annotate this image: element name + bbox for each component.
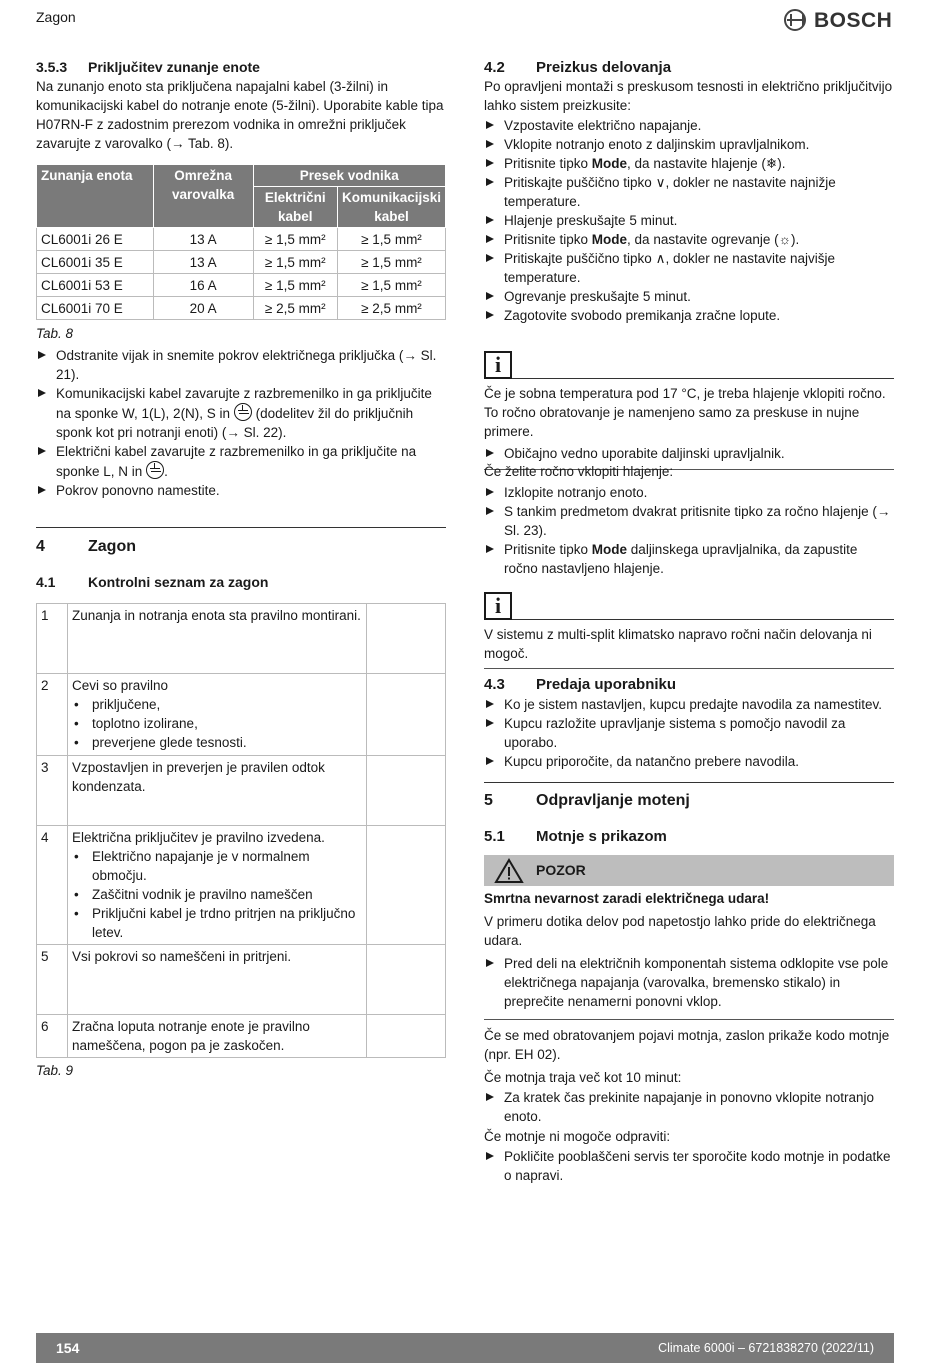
list-item: • Priključni kabel je trdno pritrjen na priključno letev.: [72, 904, 362, 942]
ground-symbol-icon: [234, 403, 252, 421]
check-cell: [367, 945, 446, 1015]
warning-block: [484, 855, 894, 1020]
cell-comm: ≥ 2,5 mm²: [337, 297, 445, 320]
section-title: Predaja uporabniku: [536, 676, 677, 693]
row-number: 2: [37, 674, 68, 756]
cell-fuse: 13 A: [153, 251, 253, 274]
cell-elec: ≥ 2,5 mm²: [253, 297, 337, 320]
list-item: • preverjene glede tesnosti.: [72, 733, 362, 752]
info-rule: [512, 378, 894, 379]
table-caption: Tab. 8: [36, 326, 74, 341]
list-item: Pred deli na električnih komponentah sistema odklopite vse pole električnega napajanja (varovalka, bremensko stikalo) in preprečite nenamerni ponovni vklop.: [484, 954, 894, 1011]
list-item: [36, 442, 446, 481]
section-heading: [484, 675, 894, 694]
col-header-fuse: Omrežna varovalka: [153, 165, 253, 228]
page-number: 154: [56, 1339, 80, 1356]
table-row: [37, 274, 446, 297]
warning-label: POZOR: [536, 862, 586, 878]
cell-unit: CL6001i 53 E: [37, 274, 154, 297]
step-text: Pritisnite tipko: [504, 232, 592, 247]
section-number: 4.2: [484, 59, 505, 76]
row-text: Zračna loputa notranje enote je pravilno nameščena, pogon pa je zaskočen.: [68, 1015, 367, 1058]
chapter-title: Zagon: [88, 538, 136, 555]
table-row: [37, 228, 446, 251]
bosch-logo: [784, 6, 892, 34]
step-text: Komunikacijski kabel zavarujte z razbremenilko in ga priključite na sponke W, 1(L), 2(N), S in: [56, 386, 432, 421]
chapter-heading: [484, 791, 894, 810]
step-text: Pritisnite tipko: [504, 156, 592, 171]
paragraph: Če želite ročno vklopiti hlajenje:: [484, 464, 674, 479]
warning-headline: Smrtna nevarnost zaradi električnega udara!: [484, 891, 770, 906]
list-item: Vzpostavite električno napajanje.: [484, 116, 894, 135]
cell-elec: ≥ 1,5 mm²: [253, 228, 337, 251]
row-content: [68, 674, 367, 756]
list-item: Kupcu razložite upravljanje sistema s pomočjo navodil za uporabo.: [484, 714, 894, 752]
cell-comm: ≥ 1,5 mm²: [337, 251, 445, 274]
table-8: [36, 164, 446, 343]
row-number: 6: [37, 1015, 68, 1058]
section-4-2: [484, 58, 894, 325]
check-cell: [367, 604, 446, 674]
info-box-2: [484, 592, 894, 669]
list-item: Zagotovite svobodo premikanja zračne lopute.: [484, 306, 894, 325]
running-header: Zagon: [36, 9, 76, 25]
row-text: Vzpostavljen in preverjen je pravilen odtok kondenzata.: [68, 756, 367, 826]
cell-unit: CL6001i 35 E: [37, 251, 154, 274]
step-text: , da nastavite hlajenje (❄).: [627, 156, 786, 171]
col-header-comm: Komunikacijski kabel: [337, 187, 445, 228]
page-footer: [36, 1333, 894, 1363]
chapter-heading: [36, 537, 446, 556]
list-item: Pokličite pooblaščeni servis ter sporočite kodo motnje in podatke o napravi.: [484, 1147, 894, 1185]
paragraph: Če motnje ni mogoče odpraviti:: [484, 1129, 671, 1144]
row-number: 1: [37, 604, 68, 674]
list-item: Hlajenje preskušajte 5 minut.: [484, 211, 894, 230]
list-item: Kupcu priporočite, da natančno prebere navodila.: [484, 752, 894, 771]
cell-comm: ≥ 1,5 mm²: [337, 228, 445, 251]
fault-handling: [484, 1026, 894, 1185]
section-number: 5.1: [484, 828, 505, 845]
row-text: Zunanja in notranja enota sta pravilno montirani.: [68, 604, 367, 674]
warning-triangle-icon: [494, 858, 524, 884]
manual-cooling: [484, 462, 894, 578]
col-header-elec: Električni kabel: [253, 187, 337, 228]
table-row: [37, 756, 446, 826]
list-item: S tankim predmetom dvakrat pritisnite tipko za ročno hlajenje (→ Sl. 23).: [484, 502, 894, 540]
section-heading: [36, 58, 446, 77]
cell-unit: CL6001i 26 E: [37, 228, 154, 251]
list-item: Odstranite vijak in snemite pokrov električnega priključka (→ Sl. 21).: [36, 346, 446, 384]
row-number: 4: [37, 826, 68, 945]
row-content: [68, 826, 367, 945]
section-title: Preizkus delovanja: [536, 59, 672, 76]
list-item: • Zaščitni vodnik je pravilno nameščen: [72, 885, 362, 904]
list-item: Pritiskajte puščično tipko ∨, dokler ne nastavite najnižje temperature.: [484, 173, 894, 211]
check-cell: [367, 674, 446, 756]
table-row: [37, 945, 446, 1015]
col-header-cross-section: Presek vodnika: [253, 165, 445, 187]
cell-fuse: 13 A: [153, 228, 253, 251]
section-3-5-3: [36, 58, 446, 153]
info-text: Če je sobna temperatura pod 17 °C, je treba hlajenje vklopiti ročno. To ročno obratovanje je namenjeno samo za preskuse in nujne primere.: [484, 386, 886, 439]
list-item: Pritiskajte puščično tipko ∧, dokler ne nastavite najvišje temperature.: [484, 249, 894, 287]
list-item: Vklopite notranjo enoto z daljinskim upravljalnikom.: [484, 135, 894, 154]
list-item: Običajno vedno uporabite daljinski upravljalnik.: [484, 444, 894, 463]
info-icon: i: [484, 592, 512, 620]
section-title: Motnje s prikazom: [536, 828, 667, 845]
table-row: [37, 1015, 446, 1058]
row-text: Cevi so pravilno: [72, 678, 169, 693]
section-title: Priključitev zunanje enote: [88, 59, 260, 75]
section-heading: [484, 58, 894, 77]
step-text: , da nastavite ogrevanje (☼).: [627, 232, 800, 247]
section-number: 4.1: [36, 574, 56, 590]
ground-symbol-icon: [146, 461, 164, 479]
check-cell: [367, 1015, 446, 1058]
list-item: • priključene,: [72, 695, 362, 714]
list-item: Ogrevanje preskušajte 5 minut.: [484, 287, 894, 306]
chapter-number: 4: [36, 538, 45, 555]
list-item: • toplotno izolirane,: [72, 714, 362, 733]
info-box-1: [484, 351, 894, 470]
step-text: .: [164, 464, 168, 479]
cell-fuse: 20 A: [153, 297, 253, 320]
check-cell: [367, 826, 446, 945]
table-row: [37, 604, 446, 674]
section-body: Na zunanjo enoto sta priključena napajalni kabel (3-žilni) in komunikacijski kabel do notranje enote (5-žilni). Uporabite kable tipa H07RN-F z zadostnim prerezom vodnika in omrežni priključek zavarujte z varovalko (→ Tab. 8).: [36, 79, 444, 151]
chapter-title: Odpravljanje motenj: [536, 792, 690, 809]
list-item: [484, 154, 894, 173]
section-number: 3.5.3: [36, 59, 68, 75]
cell-unit: CL6001i 70 E: [37, 297, 154, 320]
mode-key-label: Mode: [591, 156, 628, 171]
list-item: Izklopite notranjo enoto.: [484, 483, 894, 502]
list-item: • Električno napajanje je v normalnem območju.: [72, 847, 362, 885]
col-header-unit: Zunanja enota: [37, 165, 154, 228]
list-item: [484, 230, 894, 249]
document-reference: Climate 6000i – 6721838270 (2022/11): [658, 1340, 874, 1355]
row-number: 3: [37, 756, 68, 826]
chapter-rule: [484, 782, 894, 783]
section-heading: [36, 573, 446, 592]
info-text: V sistemu z multi-split klimatsko napravo ročni način delovanja ni mogoč.: [484, 625, 894, 669]
cell-elec: ≥ 1,5 mm²: [253, 251, 337, 274]
info-rule: [512, 619, 894, 620]
mode-key-label: Mode: [591, 232, 628, 247]
cell-elec: ≥ 1,5 mm²: [253, 274, 337, 297]
paragraph: Če motnja traja več kot 10 minut:: [484, 1070, 682, 1085]
cell-comm: ≥ 1,5 mm²: [337, 274, 445, 297]
list-item: Pokrov ponovno namestite.: [36, 481, 446, 500]
list-item: [36, 384, 446, 442]
bosch-armature-icon: [784, 9, 806, 31]
info-icon: i: [484, 351, 512, 379]
section-heading: [484, 827, 894, 846]
step-text: daljinskega upravljalnika, da zapustite ročno nastavljeno hlajenje.: [504, 542, 858, 576]
connection-steps: [36, 346, 446, 500]
step-text: Električni kabel zavarujte z razbremenilko in ga priključite na sponke L, N in: [56, 444, 417, 479]
row-text: Vsi pokrovi so nameščeni in pritrjeni.: [68, 945, 367, 1015]
list-item: Ko je sistem nastavljen, kupcu predajte navodila za namestitev.: [484, 695, 894, 714]
row-number: 5: [37, 945, 68, 1015]
warning-text: V primeru dotika delov pod napetostjo lahko pride do električnega udara.: [484, 914, 876, 948]
paragraph: Če se med obratovanjem pojavi motnja, zaslon prikaže kodo motnje (npr. EH 02).: [484, 1028, 890, 1062]
section-number: 4.3: [484, 676, 505, 693]
section-intro: Po opravljeni montaži s preskusom tesnosti in električno priključitvijo lahko sistem preizkusite:: [484, 79, 893, 113]
check-cell: [367, 756, 446, 826]
mode-key-label: Mode: [591, 542, 628, 557]
section-title: Kontrolni seznam za zagon: [88, 574, 269, 590]
warning-banner: [484, 855, 894, 886]
table-row: [37, 674, 446, 756]
chapter-number: 5: [484, 792, 493, 809]
list-item: Za kratek čas prekinite napajanje in ponovno vklopite notranjo enoto.: [484, 1088, 894, 1126]
step-text: (dodelitev žil do priključnih sponk kot pri notranji enoti) (→ Sl. 22).: [56, 406, 414, 440]
list-item: [484, 540, 894, 578]
row-text: Električna priključitev je pravilno izvedena.: [72, 830, 325, 845]
table-row: [37, 297, 446, 320]
table-row: [37, 826, 446, 945]
cell-fuse: 16 A: [153, 274, 253, 297]
chapter-rule: [36, 527, 446, 528]
table-caption: Tab. 9: [36, 1063, 74, 1078]
section-4-3: [484, 675, 894, 771]
brand-name: BOSCH: [814, 8, 893, 32]
table-9: [36, 603, 446, 1080]
table-row: [37, 251, 446, 274]
step-text: Pritisnite tipko: [504, 542, 592, 557]
